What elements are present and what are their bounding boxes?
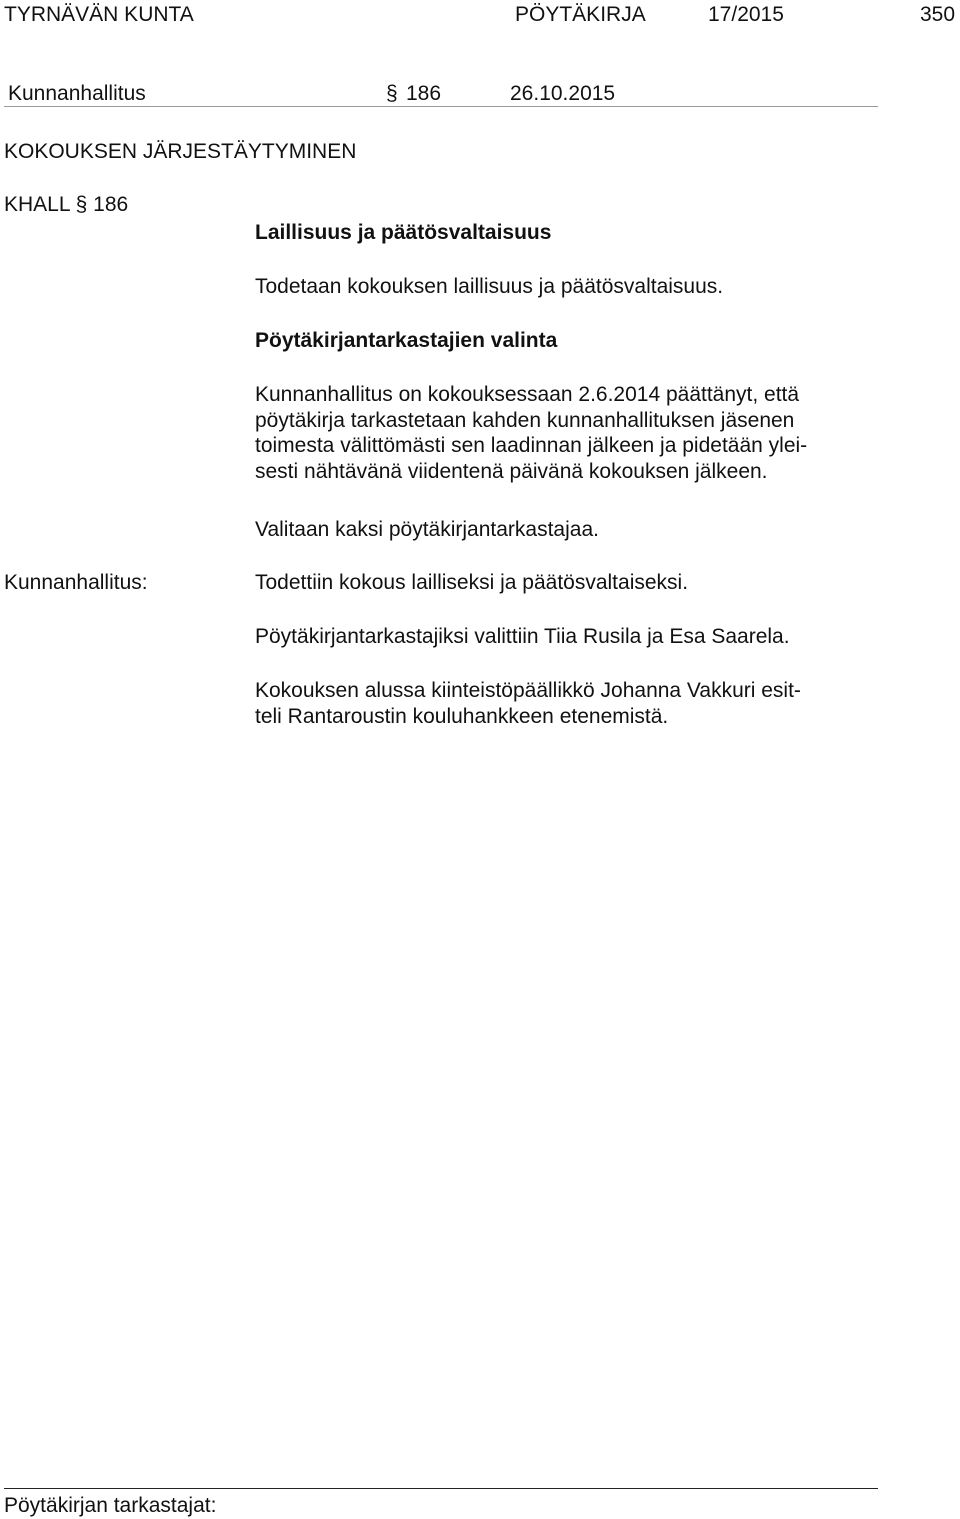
decision-statement: Todettiin kokous lailliseksi ja päätösvaltaiseksi.: [255, 571, 689, 594]
inspectors-proposal: Valitaan kaksi pöytäkirjantarkastajaa.: [255, 518, 599, 541]
section-ref-prefix: KHALL: [4, 193, 70, 216]
footer-divider: [4, 1488, 878, 1489]
section-title: KOKOUKSEN JÄRJESTÄYTYMINEN: [4, 140, 357, 163]
heading-inspectors: Pöytäkirjantarkastajien valinta: [255, 329, 558, 352]
signature-label: Pöytäkirjan tarkastajat:: [4, 1494, 217, 1517]
meeting-divider: [4, 106, 878, 107]
document-number: 17/2015: [708, 3, 784, 26]
decision-label: Kunnanhallitus:: [4, 571, 148, 594]
inspectors-line: sesti nähtävänä viidentenä päivänä kokouksen jälkeen.: [255, 459, 768, 483]
presentation-line: teli Rantaroustin kouluhankkeen etenemistä.: [255, 704, 669, 728]
document-type: PÖYTÄKIRJA: [515, 3, 646, 26]
meeting-date: 26.10.2015: [510, 82, 616, 105]
section-ref-number: 186: [93, 193, 129, 216]
decision-inspectors: Pöytäkirjantarkastajiksi valittiin Tiia Rusila ja Esa Saarela.: [255, 625, 790, 648]
municipality-name: TYRNÄVÄN KUNTA: [4, 3, 194, 26]
section-reference: [4, 192, 128, 218]
inspectors-line: pöytäkirja tarkastetaan kahden kunnanhallituksen jäsenen: [255, 408, 795, 432]
inspectors-paragraph: [255, 382, 880, 484]
section-number: 186: [406, 82, 442, 105]
presentation-line: Kokouksen alussa kiinteistöpäällikkö Johanna Vakkuri esit-: [255, 679, 801, 702]
decision-presentation: [255, 678, 880, 729]
meeting-body: Kunnanhallitus: [8, 82, 146, 105]
section-mark: §: [386, 82, 398, 105]
page-number: 350: [920, 3, 956, 26]
heading-legality: Laillisuus ja päätösvaltaisuus: [255, 221, 552, 244]
legality-text: Todetaan kokouksen laillisuus ja päätösvaltaisuus.: [255, 275, 724, 298]
inspectors-line: Kunnanhallitus on kokouksessaan 2.6.2014 päättänyt, että: [255, 383, 800, 406]
inspectors-line: toimesta välittömästi sen laadinnan jälkeen ja pidetään ylei-: [255, 434, 808, 457]
section-ref-mark: §: [75, 193, 88, 216]
